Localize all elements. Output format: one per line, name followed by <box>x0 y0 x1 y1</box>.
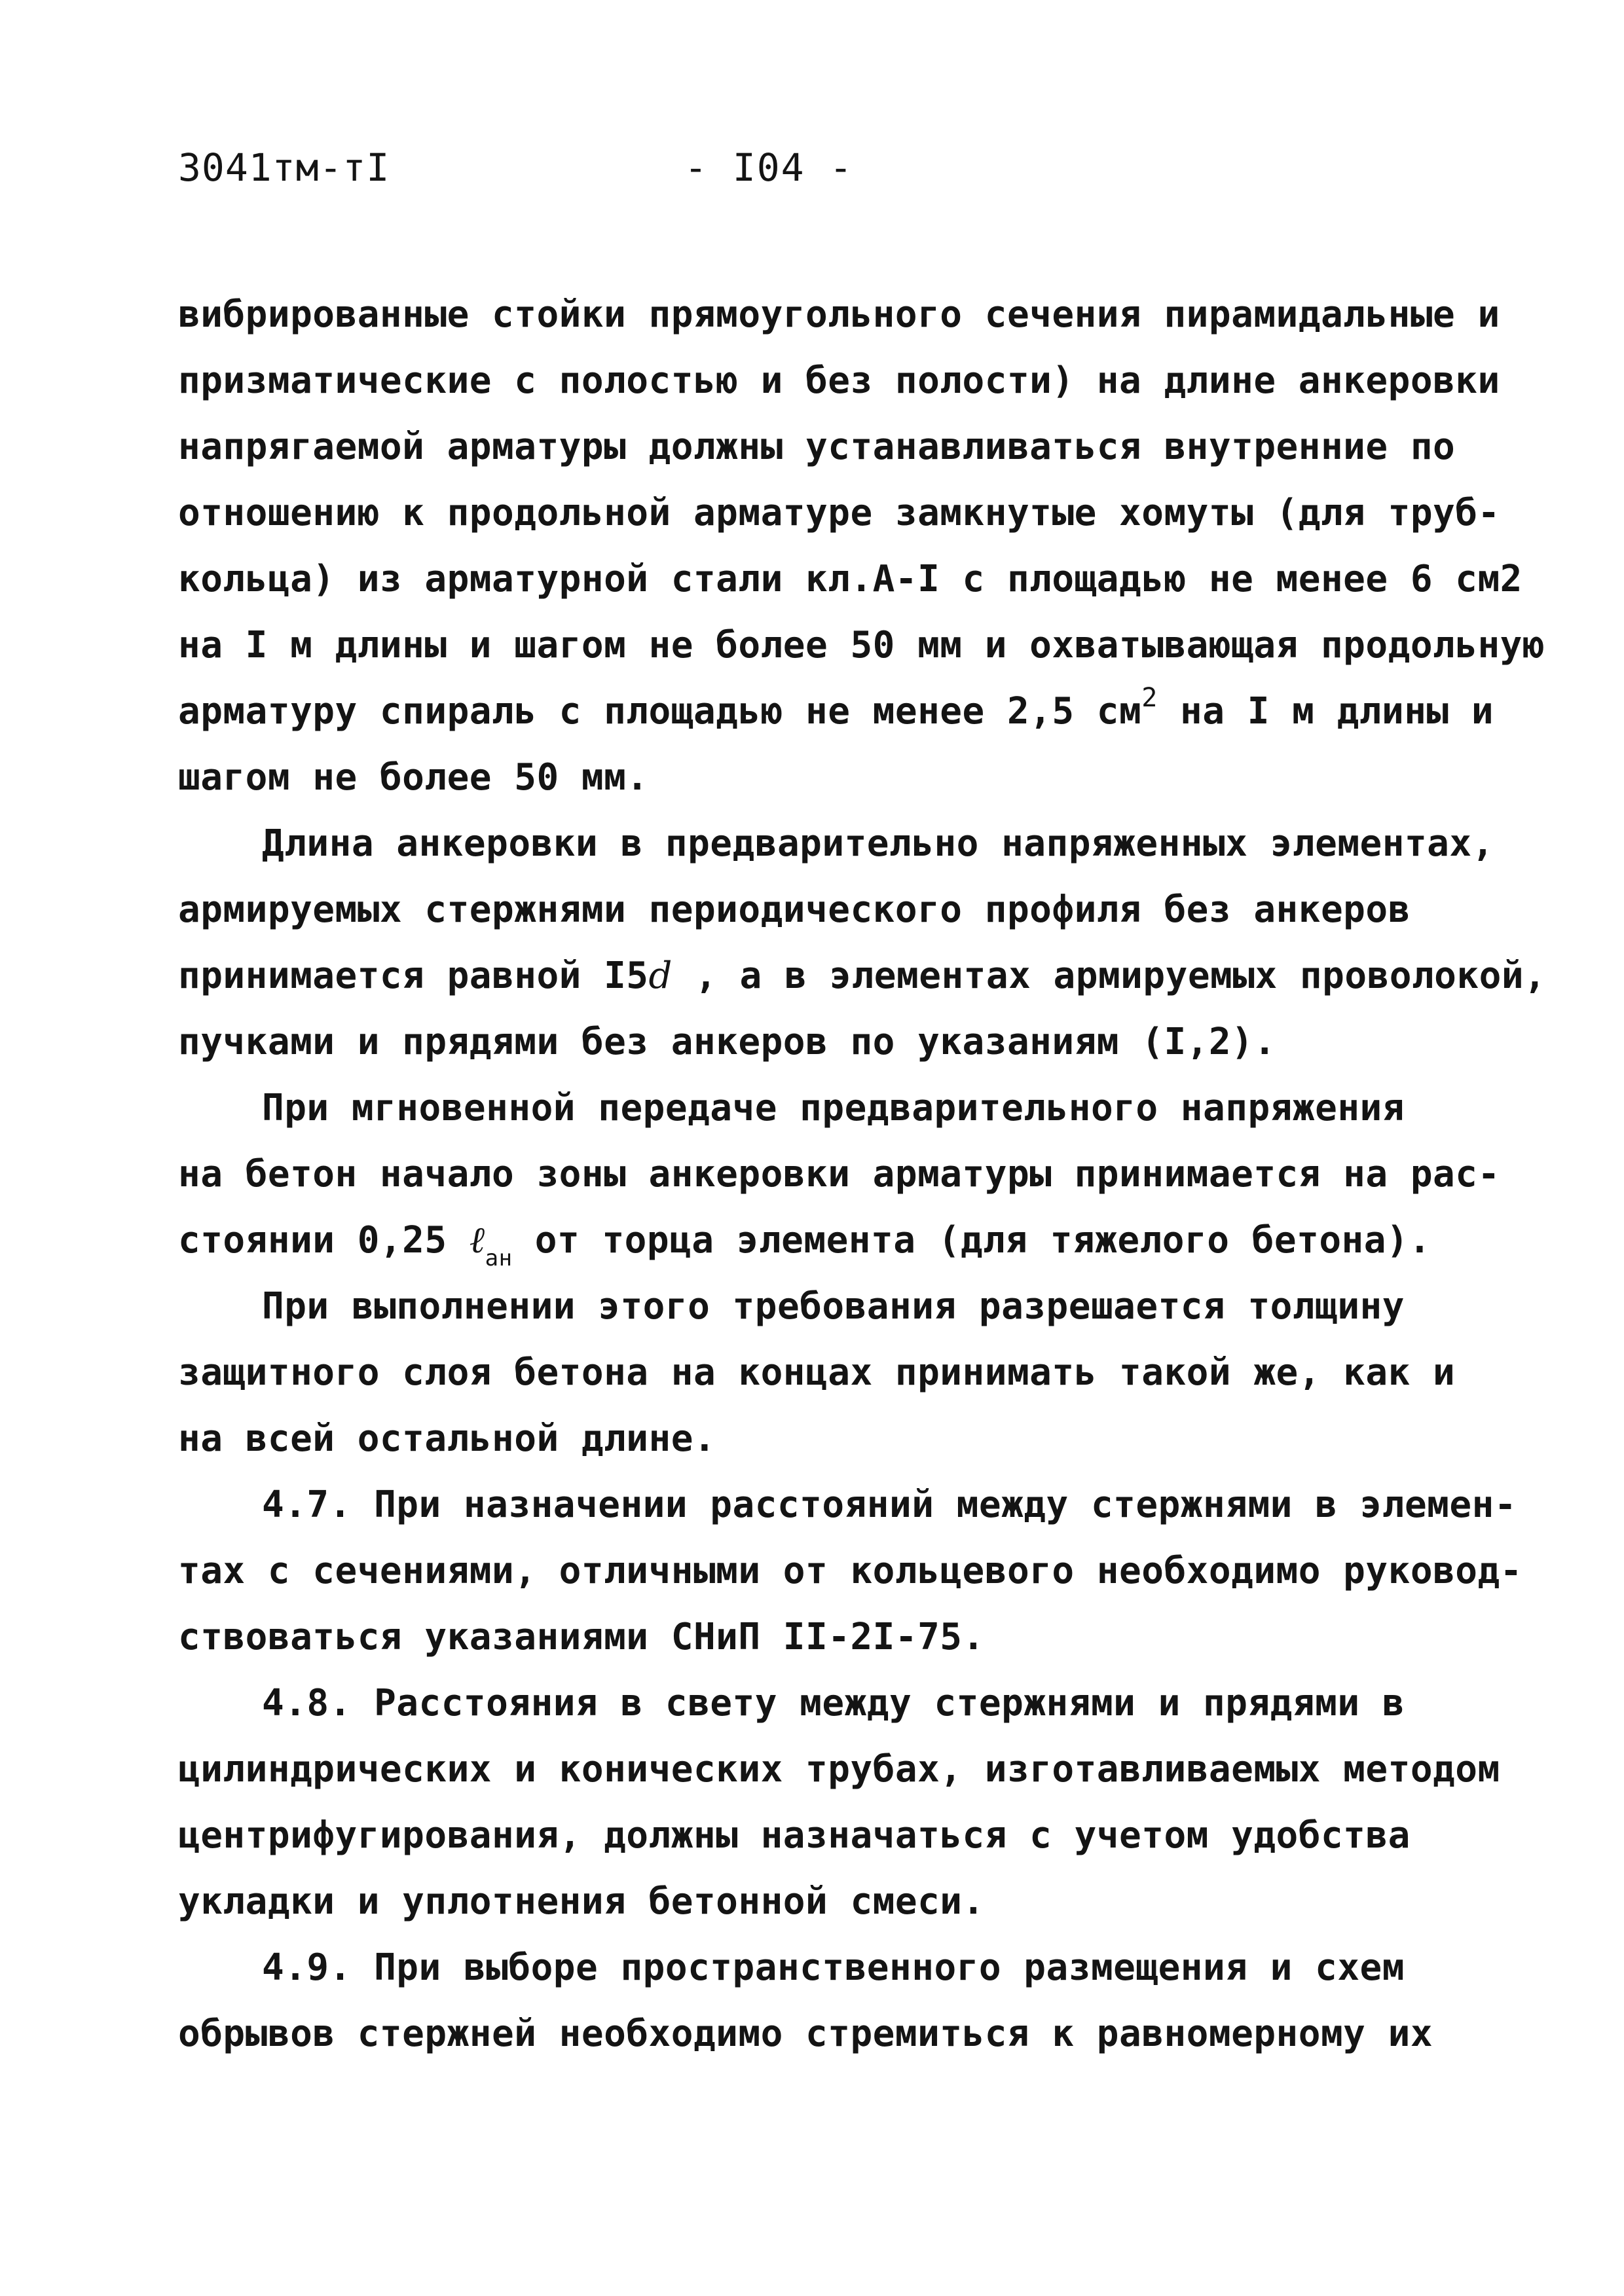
text-line-13: При мгновенной передаче предварительного напряжения <box>262 1087 1405 1129</box>
text-line-26: 4.9. При выборе пространственного размещения и схем <box>262 1946 1405 1989</box>
text-line-7-main: арматуру спираль с площадью не менее 2,5 см <box>178 690 1142 733</box>
text-line-8: шагом не более 50 мм. <box>178 756 649 799</box>
text-line-22: 4.8. Расстояния в свету между стержнями и прядями в <box>262 1682 1405 1724</box>
text-line-11 <box>178 943 1547 1009</box>
text-line-11-tail: , а в элементах армируемых проволокой, <box>672 955 1547 997</box>
document-code: 3041тм-тI <box>178 145 390 190</box>
text-line-23: цилиндрических и конических трубах, изготавливаемых методом <box>178 1748 1500 1791</box>
anchorage-length-symbol: ℓ <box>469 1219 485 1262</box>
text-line-15-tail: от торца элемента (для тяжелого бетона). <box>512 1219 1431 1262</box>
text-line-17: защитного слоя бетона на концах принимать такой же, как и <box>178 1351 1456 1394</box>
text-line-15-main: стоянии 0,25 <box>178 1219 447 1262</box>
text-line-27: обрывов стержней необходимо стремиться к равномерному их <box>178 2013 1433 2055</box>
text-line-21: ствоваться указаниями СНиП II-2I-75. <box>178 1616 985 1658</box>
text-line-3: напрягаемой арматуры должны устанавливаться внутренние по <box>178 426 1456 468</box>
anchorage-subscript: ан <box>485 1245 513 1272</box>
text-line-10: армируемых стержнями периодического профиля без анкеров <box>178 888 1411 931</box>
text-line-7-tail: на I м длины и <box>1157 690 1494 733</box>
text-line-4: отношению к продольной арматуре замкнутые хомуты (для труб- <box>178 492 1500 534</box>
text-line-16: При выполнении этого требования разрешается толщину <box>262 1285 1405 1328</box>
superscript-two: 2 <box>1141 683 1158 714</box>
text-line-12: пучками и прядями без анкеров по указаниям (I,2). <box>178 1021 1276 1063</box>
diameter-symbol: d <box>648 955 673 997</box>
text-line-1: вибрированные стойки прямоугольного сечения пирамидальные и <box>178 293 1500 336</box>
text-line-5: кольца) из арматурной стали кл.А-I с площадью не менее 6 см2 <box>178 558 1522 600</box>
page-number: - I04 - <box>684 145 854 190</box>
body-text <box>178 282 1547 2067</box>
text-line-18: на всей остальной длине. <box>178 1417 716 1460</box>
text-line-14: на бетон начало зоны анкеровки арматуры принимается на рас- <box>178 1153 1500 1195</box>
text-line-9: Длина анкеровки в предварительно напряженных элементах, <box>262 822 1494 865</box>
text-line-2: призматические с полостью и без полости) на длине анкеровки <box>178 359 1500 402</box>
text-line-11-main: принимается равной I5 <box>178 955 649 997</box>
text-line-24: центрифугирования, должны назначаться с учетом удобства <box>178 1814 1411 1857</box>
text-line-7 <box>178 678 1501 744</box>
text-line-20: тах с сечениями, отличными от кольцевого необходимо руковод- <box>178 1550 1522 1592</box>
text-line-25: укладки и уплотнения бетонной смеси. <box>178 1880 985 1923</box>
text-line-19: 4.7. При назначении расстояний между стержнями в элемен- <box>262 1484 1517 1526</box>
text-line-6: на I м длины и шагом не более 50 мм и охватывающая продольную <box>178 624 1545 666</box>
text-line-15 <box>178 1207 1501 1273</box>
